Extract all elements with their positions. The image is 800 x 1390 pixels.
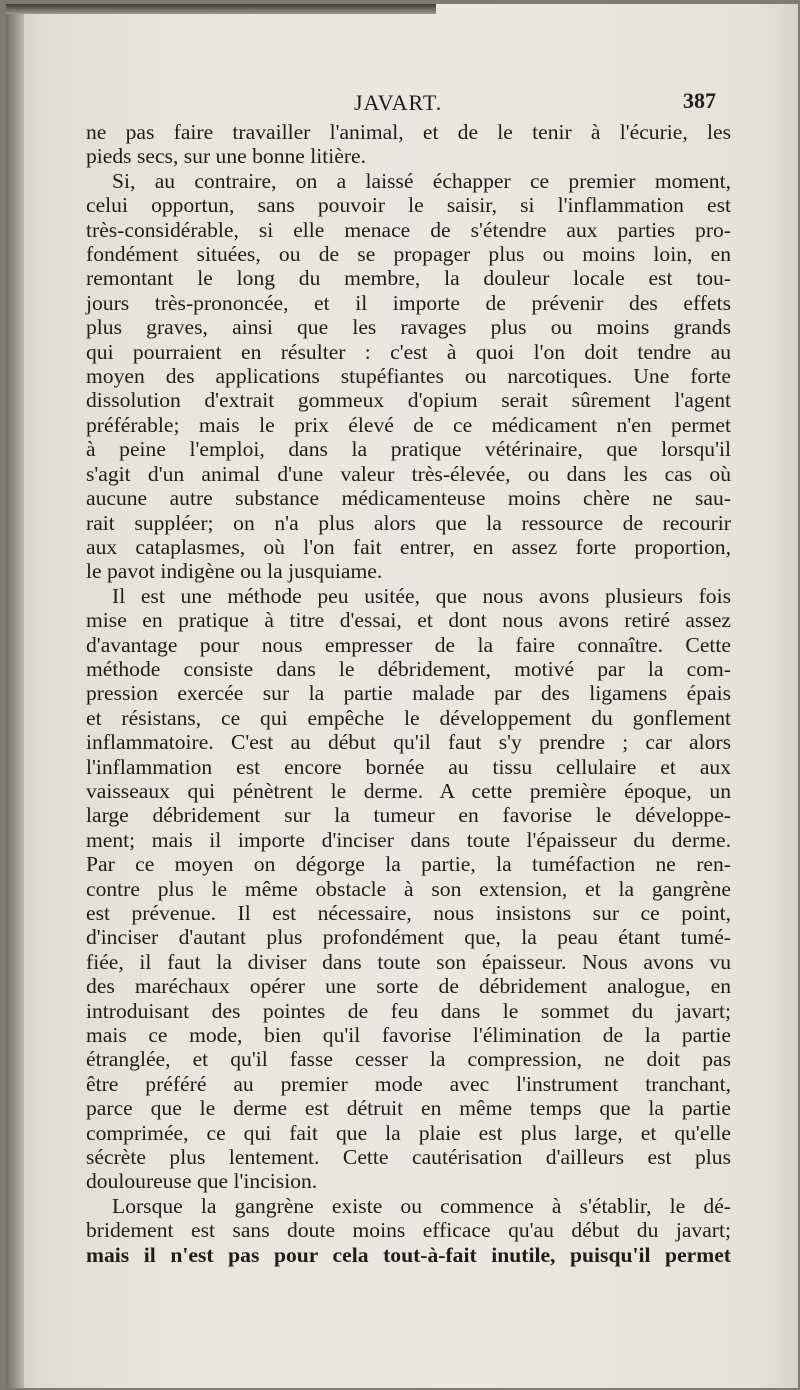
text-line: méthode consiste dans le débridement, motivé par la com- [86, 656, 731, 681]
text-line: aux cataplasmes, où l'on fait entrer, en assez forte proportion, [86, 534, 731, 559]
text-line: Lorsque la gangrène existe ou commence à s'établir, le dé- [112, 1193, 731, 1218]
text-line: aucune autre substance médicamenteuse moins chère ne sau- [86, 486, 731, 511]
running-title: JAVART. [354, 90, 443, 115]
text-line: large débridement sur la tumeur en favorise le développe- [86, 803, 731, 828]
text-line: parce que le derme est détruit en même temps que la partie [86, 1096, 731, 1121]
page-top-edge [6, 4, 436, 14]
text-line: contre plus le même obstacle à son extension, et la gangrène [86, 876, 731, 901]
text-line: d'inciser d'autant plus profondément que, la peau étant tumé- [86, 925, 731, 950]
text-line: Par ce moyen on dégorge la partie, la tuméfaction ne ren- [86, 852, 731, 877]
paragraph [86, 169, 731, 584]
text-line: d'avantage pour nous empresser de la faire connaître. Cette [86, 632, 731, 657]
text-line: plus graves, ainsi que les ravages plus ou moins grands [86, 315, 731, 340]
text-line: à peine l'emploi, dans la pratique vétérinaire, que lorsqu'il [86, 437, 731, 462]
text-line: fiée, il faut la diviser dans toute son épaisseur. Nous avons vu [86, 949, 731, 974]
paragraph [86, 584, 731, 1194]
text-line: comprimée, ce qui fait que la plaie est plus large, et qu'elle [86, 1120, 731, 1145]
text-line: ne pas faire travailler l'animal, et de le tenir à l'écurie, les [86, 120, 731, 144]
text-line: mais ce mode, bien qu'il favorise l'élimination de la partie [86, 1023, 731, 1048]
text-line: introduisant des pointes de feu dans le sommet du javart; [86, 998, 731, 1023]
text-line: des maréchaux opérer une sorte de débridement analogue, en [86, 974, 731, 999]
body-text [86, 120, 731, 1267]
text-line: dissolution d'extrait gommeux d'opium serait sûrement l'agent [86, 388, 731, 413]
text-line: Il est une méthode peu usitée, que nous avons plusieurs fois [112, 583, 731, 608]
text-line: rait suppléer; on n'a plus alors que la ressource de recourir [86, 510, 731, 535]
text-line: vaisseaux qui pénètrent le derme. A cette première époque, un [86, 778, 731, 803]
text-line: est prévenue. Il est nécessaire, nous insistons sur ce point, [86, 901, 731, 925]
page-number: 387 [683, 88, 716, 113]
text-line: bridement est sans doute moins efficace qu'au début du javart; [86, 1218, 731, 1243]
text-line: fondément situées, ou de se propager plus ou moins loin, en [86, 242, 731, 267]
text-line: moyen des applications stupéfiantes ou narcotiques. Une forte [86, 364, 731, 389]
text-line: très-considérable, si elle menace de s'étendre aux parties pro- [86, 217, 731, 242]
paragraph [86, 1194, 731, 1267]
text-line: être préféré au premier mode avec l'instrument tranchant, [86, 1071, 731, 1096]
text-line: Si, au contraire, on a laissé échapper ce premier moment, [112, 168, 731, 193]
text-line: remontant le long du membre, la douleur locale est tou- [86, 266, 731, 291]
page-header [76, 86, 726, 120]
page-gutter [6, 4, 24, 1388]
book-page [6, 4, 798, 1388]
text-line: s'agit d'un animal d'une valeur très-élevée, ou dans les cas où [86, 461, 731, 486]
text-line: celui opportun, sans pouvoir le saisir, si l'inflammation est [86, 193, 731, 218]
text-line: ment; mais il importe d'inciser dans toute l'épaisseur du derme. [86, 827, 731, 852]
text-line: préférable; mais le prix élevé de ce médicament n'en permet [86, 412, 731, 437]
paragraph [86, 120, 731, 169]
text-line: sécrète plus lentement. Cette cautérisation d'ailleurs est plus [86, 1145, 731, 1170]
text-line: douloureuse que l'incision. [86, 1169, 318, 1194]
text-line: mise en pratique à titre d'essai, et dont nous avons retiré assez [86, 608, 731, 633]
text-line: le pavot indigène ou la jusquiame. [86, 559, 383, 584]
text-line: mais il n'est pas pour cela tout-à-fait inutile, puisqu'il permet [86, 1242, 731, 1267]
text-line: jours très-prononcée, et il importe de prévenir des effets [86, 290, 731, 315]
text-line: étranglée, et qu'il fasse cesser la compression, ne doit pas [86, 1047, 731, 1072]
text-line: l'inflammation est encore bornée au tissu cellulaire et aux [86, 754, 731, 779]
text-line: pression exercée sur la partie malade par des ligamens épais [86, 681, 731, 706]
text-line: pieds secs, sur une bonne litière. [86, 144, 367, 169]
text-line: inflammatoire. C'est au début qu'il faut s'y prendre ; car alors [86, 730, 731, 755]
text-line: et résistans, ce qui empêche le développement du gonflement [86, 705, 731, 730]
text-line: qui pourraient en résulter : c'est à quoi l'on doit tendre au [86, 339, 731, 364]
